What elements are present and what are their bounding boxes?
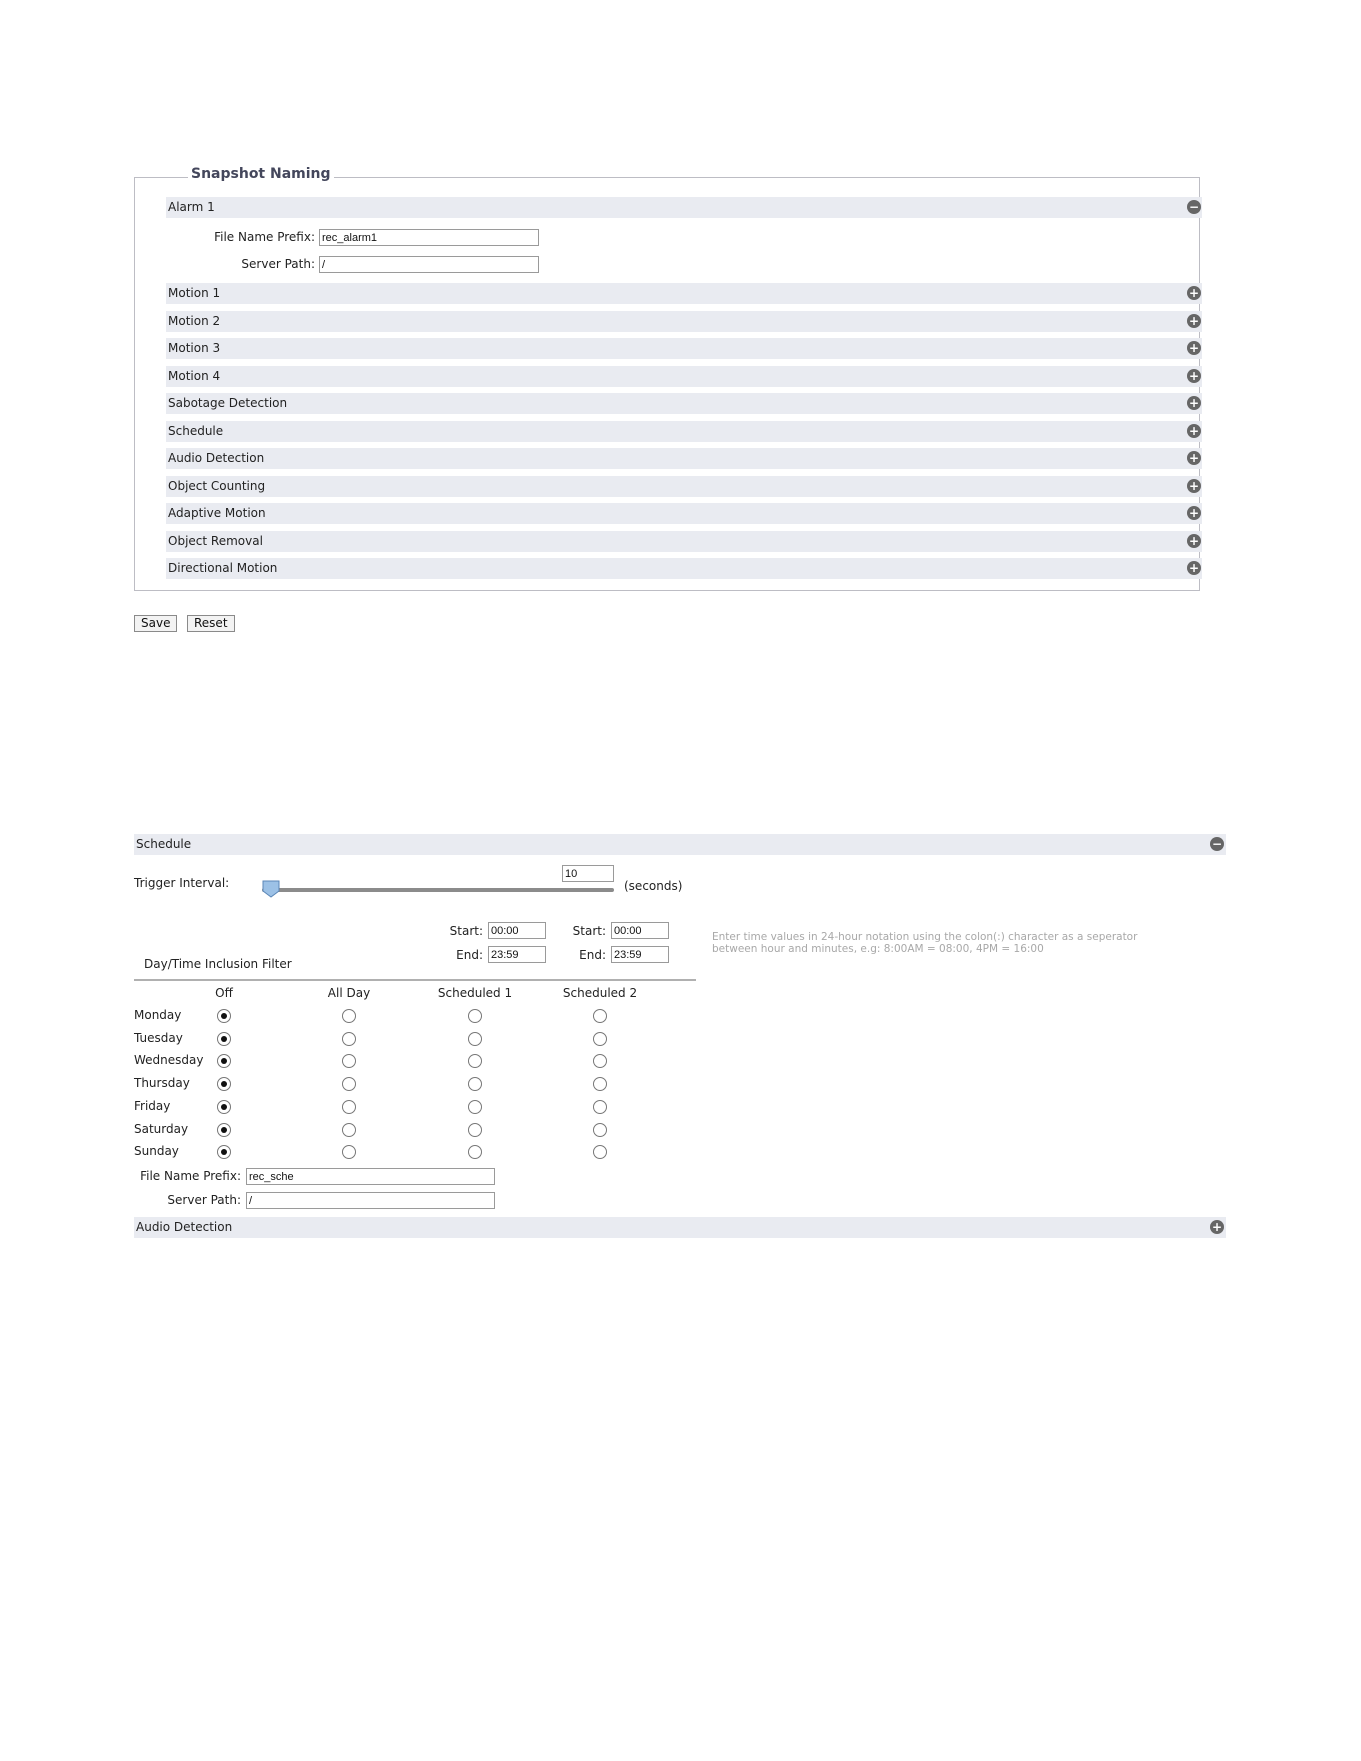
day-label: Tuesday: [134, 1031, 183, 1045]
end-time-1-input[interactable]: [488, 946, 546, 963]
end-label: End:: [456, 948, 483, 962]
plus-circle-icon[interactable]: +: [1188, 314, 1200, 328]
end-time-2-input[interactable]: [611, 946, 669, 963]
radio-thursday-all-day[interactable]: [342, 1077, 356, 1091]
section-header-adaptive-motion[interactable]: [166, 503, 1202, 524]
trigger-interval-label: Trigger Interval:: [134, 876, 230, 890]
section-title: Audio Detection: [136, 1220, 233, 1234]
radio-wednesday-all-day[interactable]: [342, 1054, 356, 1068]
radio-sunday-scheduled-1[interactable]: [468, 1145, 482, 1159]
section-header-directional-motion[interactable]: [166, 558, 1202, 579]
plus-circle-icon[interactable]: +: [1188, 506, 1200, 520]
radio-tuesday-all-day[interactable]: [342, 1032, 356, 1046]
start-time-1-input[interactable]: [488, 922, 546, 939]
column-header: Scheduled 2: [562, 986, 638, 1000]
radio-friday-all-day[interactable]: [342, 1100, 356, 1114]
section-title: Motion 3: [168, 341, 221, 355]
radio-thursday-scheduled-2[interactable]: [593, 1077, 607, 1091]
radio-tuesday-scheduled-1[interactable]: [468, 1032, 482, 1046]
section-header-motion-4[interactable]: [166, 366, 1202, 387]
section-title: Motion 2: [168, 314, 221, 328]
day-time-filter-label: Day/Time Inclusion Filter: [144, 957, 292, 971]
day-label: Sunday: [134, 1144, 179, 1158]
plus-circle-icon[interactable]: +: [1188, 396, 1200, 410]
schedule-server-path-input[interactable]: [246, 1192, 495, 1209]
reset-button[interactable]: Reset: [187, 615, 235, 632]
trigger-interval-unit: (seconds): [624, 879, 683, 893]
section-header-audio-detection[interactable]: [134, 1217, 1226, 1238]
section-header-schedule[interactable]: [134, 834, 1226, 855]
radio-monday-off[interactable]: [217, 1009, 231, 1023]
plus-circle-icon[interactable]: +: [1211, 1220, 1223, 1234]
section-title: Adaptive Motion: [168, 506, 266, 520]
schedule-server-path-label: Server Path:: [167, 1193, 241, 1207]
radio-sunday-all-day[interactable]: [342, 1145, 356, 1159]
radio-sunday-off[interactable]: [217, 1145, 231, 1159]
divider: [134, 979, 696, 981]
section-title: Schedule: [136, 837, 192, 851]
radio-thursday-scheduled-1[interactable]: [468, 1077, 482, 1091]
section-header-alarm-1[interactable]: [166, 197, 1202, 218]
radio-wednesday-off[interactable]: [217, 1054, 231, 1068]
minus-circle-icon[interactable]: −: [1188, 200, 1200, 214]
schedule-file-name-prefix-label: File Name Prefix:: [140, 1169, 241, 1183]
section-header-sabotage-detection[interactable]: [166, 393, 1202, 414]
column-header: Scheduled 1: [437, 986, 513, 1000]
radio-saturday-scheduled-2[interactable]: [593, 1123, 607, 1137]
plus-circle-icon[interactable]: +: [1188, 451, 1200, 465]
server-path-label: Server Path:: [241, 257, 315, 271]
section-title: Audio Detection: [168, 451, 265, 465]
section-header-schedule[interactable]: [166, 421, 1202, 442]
file-name-prefix-label: File Name Prefix:: [214, 230, 315, 244]
radio-wednesday-scheduled-1[interactable]: [468, 1054, 482, 1068]
save-button[interactable]: Save: [134, 615, 177, 632]
section-header-object-removal[interactable]: [166, 531, 1202, 552]
section-header-motion-3[interactable]: [166, 338, 1202, 359]
end-label: End:: [579, 948, 606, 962]
file-name-prefix-input[interactable]: [319, 229, 539, 246]
section-header-audio-detection[interactable]: [166, 448, 1202, 469]
radio-tuesday-off[interactable]: [217, 1032, 231, 1046]
start-label: Start:: [449, 924, 483, 938]
section-title: Motion 1: [168, 286, 221, 300]
snapshot-naming-legend: Snapshot Naming: [188, 166, 334, 182]
radio-friday-off[interactable]: [217, 1100, 231, 1114]
slider-thumb[interactable]: [262, 880, 280, 898]
section-title: Sabotage Detection: [168, 396, 288, 410]
radio-friday-scheduled-1[interactable]: [468, 1100, 482, 1114]
schedule-file-name-prefix-input[interactable]: [246, 1168, 495, 1185]
plus-circle-icon[interactable]: +: [1188, 534, 1200, 548]
time-format-hint: Enter time values in 24-hour notation using the colon(:) character as a seperator between hour and minutes, e.g: 8:00AM = 08:00, 4PM = 16:00: [712, 931, 1138, 955]
radio-saturday-off[interactable]: [217, 1123, 231, 1137]
server-path-input[interactable]: [319, 256, 539, 273]
section-header-object-counting[interactable]: [166, 476, 1202, 497]
slider-track[interactable]: [262, 888, 614, 892]
day-label: Thursday: [134, 1076, 190, 1090]
radio-saturday-scheduled-1[interactable]: [468, 1123, 482, 1137]
plus-circle-icon[interactable]: +: [1188, 369, 1200, 383]
trigger-interval-value[interactable]: [562, 865, 614, 882]
radio-monday-scheduled-1[interactable]: [468, 1009, 482, 1023]
radio-friday-scheduled-2[interactable]: [593, 1100, 607, 1114]
column-header: All Day: [327, 986, 371, 1000]
radio-monday-all-day[interactable]: [342, 1009, 356, 1023]
radio-sunday-scheduled-2[interactable]: [593, 1145, 607, 1159]
start-time-2-input[interactable]: [611, 922, 669, 939]
plus-circle-icon[interactable]: +: [1188, 424, 1200, 438]
section-header-motion-1[interactable]: [166, 283, 1202, 304]
minus-circle-icon[interactable]: −: [1211, 837, 1223, 851]
section-title: Object Removal: [168, 534, 263, 548]
day-label: Friday: [134, 1099, 171, 1113]
section-title: Motion 4: [168, 369, 221, 383]
plus-circle-icon[interactable]: +: [1188, 479, 1200, 493]
section-title: Object Counting: [168, 479, 266, 493]
radio-thursday-off[interactable]: [217, 1077, 231, 1091]
radio-wednesday-scheduled-2[interactable]: [593, 1054, 607, 1068]
section-header-motion-2[interactable]: [166, 311, 1202, 332]
column-header: Off: [215, 986, 233, 1000]
plus-circle-icon[interactable]: +: [1188, 286, 1200, 300]
plus-circle-icon[interactable]: +: [1188, 561, 1200, 575]
radio-monday-scheduled-2[interactable]: [593, 1009, 607, 1023]
day-label: Monday: [134, 1008, 182, 1022]
day-label: Saturday: [134, 1122, 189, 1136]
radio-tuesday-scheduled-2[interactable]: [593, 1032, 607, 1046]
section-title: Schedule: [168, 424, 224, 438]
section-title: Alarm 1: [168, 200, 215, 214]
radio-saturday-all-day[interactable]: [342, 1123, 356, 1137]
start-label: Start:: [572, 924, 606, 938]
day-label: Wednesday: [134, 1053, 204, 1067]
plus-circle-icon[interactable]: +: [1188, 341, 1200, 355]
section-title: Directional Motion: [168, 561, 278, 575]
